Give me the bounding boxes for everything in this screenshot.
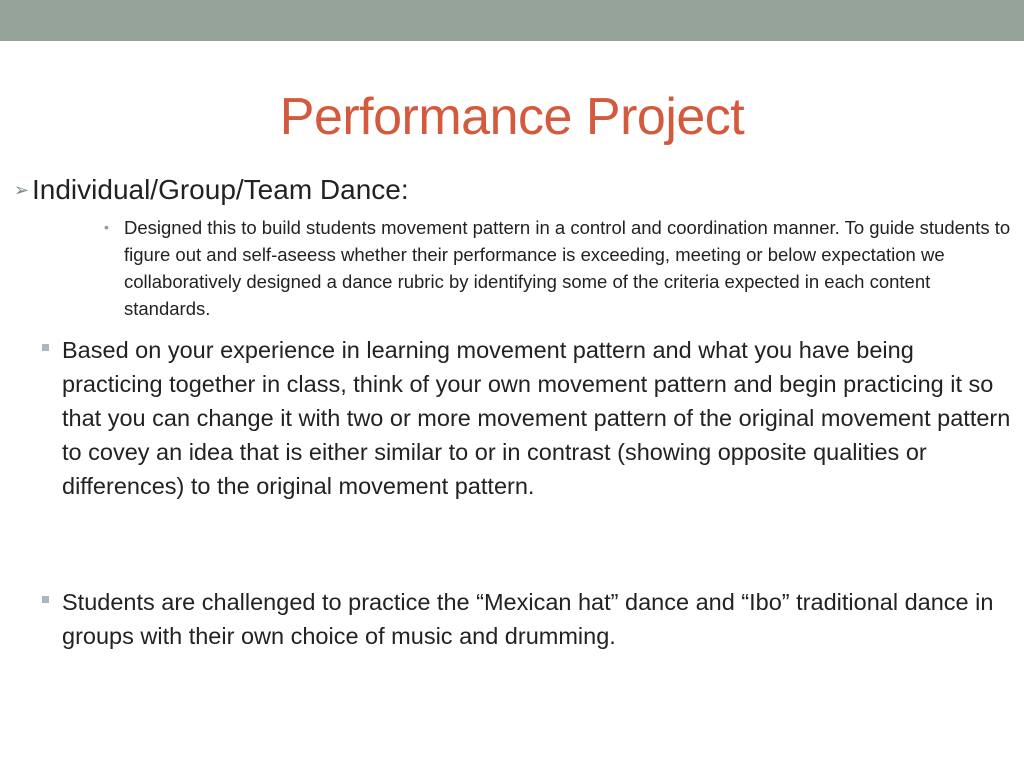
heading-bullet	[14, 172, 409, 208]
slide-title: Performance Project	[279, 88, 745, 146]
list-item	[42, 585, 1018, 653]
bullet-text: Based on your experience in learning movement pattern and what you have being practicing together in class, think of your own movement pattern and begin practicing it so that you can change it with two or more movement pattern of the original movement pattern to covey an idea that is either similar to or in contrast (showing opposite qualities or differences) to the original movement pattern.	[62, 337, 1011, 499]
arrow-bullet-icon: ➢	[14, 180, 30, 200]
heading-text: Individual/Group/Team Dance:	[32, 174, 409, 205]
dot-bullet-icon: •	[104, 219, 109, 235]
list-item	[42, 333, 1018, 503]
bullet-text: Students are challenged to practice the “Mexican hat” dance and “Ibo” traditional dance in groups with their own choice of music and drumming.	[62, 589, 994, 649]
square-bullet-icon	[42, 344, 49, 351]
top-band	[0, 0, 1024, 41]
sub-bullet	[104, 214, 1016, 322]
square-bullet-icon	[42, 596, 49, 603]
sub-bullet-text: Designed this to build students movement pattern in a control and coordination manner. To guide students to figure out and self-aseess whether their performance is exceeding, meeting or below expectation we collaboratively designed a dance rubric by identifying some of the criteria expected in each content standards.	[124, 217, 1011, 319]
